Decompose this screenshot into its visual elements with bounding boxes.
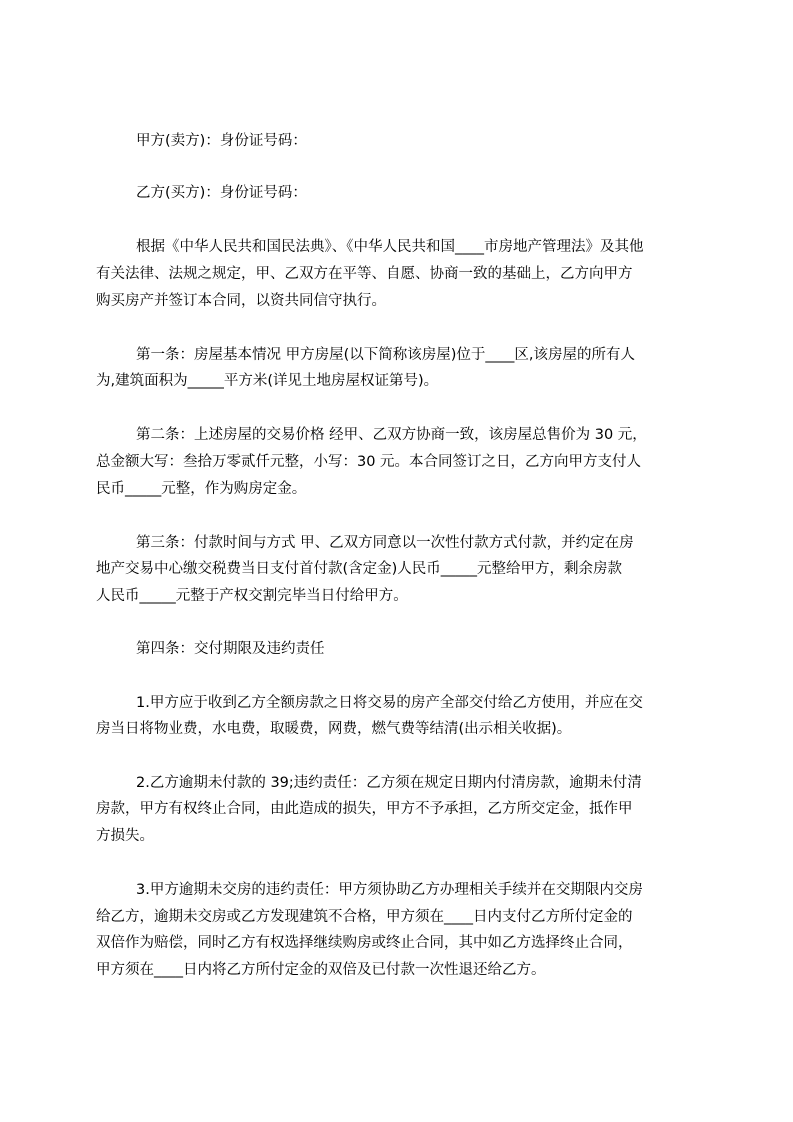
article2-line: 总金额大写：叁拾万零贰仟元整，小写：30 元。本合同签订之日，乙方向甲方支付人 — [96, 454, 642, 470]
preamble-line: 购买房产并签订本合同，以资共同信守执行。 — [96, 293, 386, 309]
party-a-line: 甲方(卖方)：身份证号码： — [136, 133, 307, 149]
item2-line: 方损失。 — [96, 828, 154, 844]
item3-line: 双倍作为赔偿，同时乙方有权选择继续购房或终止合同，其中如乙方选择终止合同， — [96, 935, 633, 951]
item3-line: 给乙方，逾期未交房或乙方发现建筑不合格，甲方须在____日内支付乙方所付定金的 — [96, 909, 633, 925]
item1-line: 1.甲方应于收到乙方全额房款之日将交易的房产全部交付给乙方使用，并应在交 — [136, 695, 643, 711]
party-b-line: 乙方(买方)：身份证号码： — [136, 185, 307, 201]
article1-line: 为,建筑面积为_____平方米(详见土地房屋权证第号)。 — [96, 373, 439, 389]
article3-line: 地产交易中心缴交税费当日支付首付款(含定金)人民币_____元整给甲方，剩余房款 — [96, 561, 623, 577]
article3-line: 人民币_____元整于产权交割完毕当日付给甲方。 — [96, 588, 408, 604]
preamble-line: 根据《中华人民共和国民法典》、《中华人民共和国____市房地产管理法》及其他 — [136, 239, 644, 255]
article2-line: 民币_____元整，作为购房定金。 — [96, 481, 307, 497]
article2-line: 第二条：上述房屋的交易价格 经甲、乙双方协商一致，该房屋总售价为 30 元， — [136, 427, 647, 443]
item3-line: 3.甲方逾期未交房的违约责任：甲方须协助乙方办理相关手续并在交期限内交房 — [136, 882, 643, 898]
item2-line: 房款，甲方有权终止合同，由此造成的损失，甲方不予承担，乙方所交定金，抵作甲 — [96, 801, 633, 817]
item2-line: 2.乙方逾期未付款的 39;违约责任：乙方须在规定日期内付清房款，逾期未付清 — [136, 775, 642, 791]
article4-title: 第四条：交付期限及违约责任 — [136, 641, 325, 657]
article3-line: 第三条：付款时间与方式 甲、乙双方同意以一次性付款方式付款，并约定在房 — [136, 535, 634, 551]
preamble-line: 有关法律、法规之规定，甲、乙双方在平等、自愿、协商一致的基础上，乙方向甲方 — [96, 266, 633, 282]
item1-line: 房当日将物业费，水电费，取暖费，网费，燃气费等结清(出示相关收据)。 — [96, 721, 572, 737]
article1-line: 第一条：房屋基本情况 甲方房屋(以下简称该房屋)位于____区,该房屋的所有人 — [136, 347, 636, 363]
item3-line: 甲方须在____日内将乙方所付定金的双倍及已付款一次性退还给乙方。 — [96, 962, 546, 978]
